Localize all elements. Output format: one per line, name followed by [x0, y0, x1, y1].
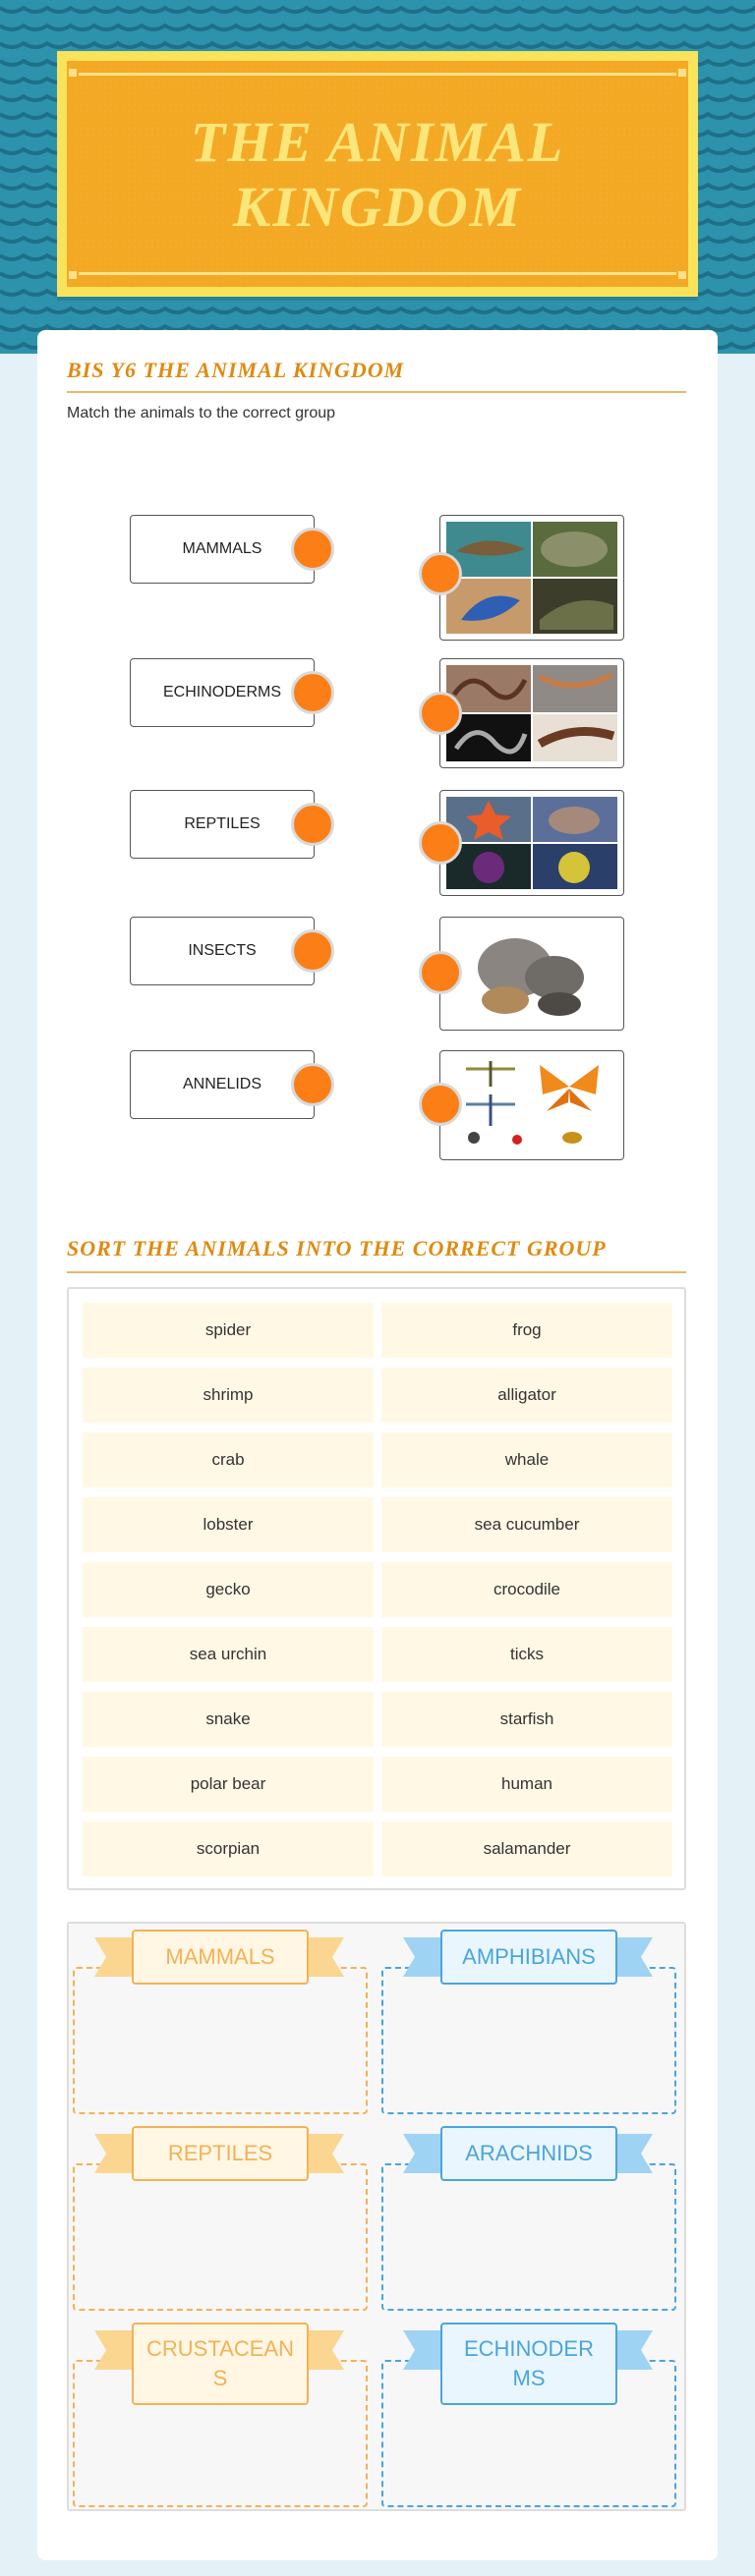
animal-tile[interactable]: spider [83, 1303, 374, 1358]
echinoderms-photo [446, 797, 617, 889]
match-label-insects[interactable]: INSECTS [130, 917, 315, 985]
animal-tile[interactable]: ticks [381, 1627, 672, 1682]
page-title-line-2: KINGDOM [232, 175, 523, 239]
match-image-mammals[interactable] [439, 917, 624, 1031]
annelids-photo [446, 665, 617, 761]
group-ribbon [73, 1930, 368, 1988]
match-dot-right[interactable] [419, 552, 462, 595]
animal-tile[interactable]: human [381, 1757, 672, 1812]
match-label-echinoderms[interactable]: ECHINODERMS [130, 658, 315, 727]
group-ribbon [381, 2126, 676, 2185]
banner-corner [678, 271, 686, 279]
animal-tile[interactable]: shrimp [83, 1368, 374, 1423]
animal-tile[interactable]: sea cucumber [381, 1497, 672, 1552]
match-dot-right[interactable] [419, 692, 462, 735]
sort-section-title: SORT THE ANIMALS INTO THE CORRECT GROUP [67, 1236, 607, 1260]
page-title-line-1: THE ANIMAL [190, 110, 565, 174]
group-label-echinoderms [440, 2323, 617, 2405]
match-image-insects[interactable] [439, 1050, 624, 1160]
group-drop-area [67, 1922, 686, 2511]
match-section-rule [67, 391, 686, 393]
group-label-mammals: MAMMALS [132, 1930, 309, 1985]
banner-corner [678, 69, 686, 77]
match-dot-right[interactable] [419, 951, 462, 994]
animal-tile[interactable]: gecko [83, 1562, 374, 1617]
sort-tiles-box [67, 1287, 686, 1890]
animal-tile[interactable]: salamander [381, 1821, 672, 1876]
match-image-reptiles[interactable] [439, 515, 624, 641]
match-label-annelids[interactable]: ANNELIDS [130, 1050, 315, 1119]
sort-section-rule [67, 1271, 686, 1273]
animal-tile[interactable]: alligator [381, 1368, 672, 1423]
animal-tile[interactable]: frog [381, 1303, 672, 1358]
match-dot-right[interactable] [419, 821, 462, 865]
animal-tile[interactable]: crab [83, 1432, 374, 1487]
match-image-echinoderms[interactable] [439, 790, 624, 896]
group-ribbon [381, 1930, 676, 1988]
match-section-title: BIS Y6 THE ANIMAL KINGDOM [67, 358, 405, 382]
match-instructions: Match the animals to the correct group [67, 405, 336, 421]
insects-photo [446, 1057, 617, 1153]
group-ribbon [73, 2126, 368, 2185]
match-dot-left[interactable] [291, 803, 334, 846]
animal-tile[interactable]: scorpian [83, 1821, 374, 1876]
banner-bottom-line [79, 272, 676, 275]
page-title [67, 110, 688, 240]
group-label-amphibians: AMPHIBIANS [440, 1930, 617, 1985]
animal-tile[interactable]: snake [83, 1692, 374, 1747]
animal-tile[interactable]: sea urchin [83, 1627, 374, 1682]
mammals-photo [446, 924, 617, 1024]
banner-corner [69, 69, 77, 77]
animal-tile[interactable]: crocodile [381, 1562, 672, 1617]
match-label-reptiles[interactable]: REPTILES [130, 790, 315, 859]
banner-top-line [79, 73, 676, 76]
worksheet-card [37, 330, 718, 2560]
match-image-annelids[interactable] [439, 658, 624, 768]
group-label-reptiles: REPTILES [132, 2126, 309, 2181]
ribbon-decorations [69, 1924, 688, 2513]
match-dot-left[interactable] [291, 671, 334, 714]
match-label-mammals[interactable]: MAMMALS [130, 515, 315, 584]
animal-tile[interactable]: starfish [381, 1692, 672, 1747]
banner-corner [69, 271, 77, 279]
group-ribbon [381, 2323, 676, 2405]
animal-tile[interactable]: lobster [83, 1497, 374, 1552]
group-label-line: S [212, 2366, 228, 2390]
match-dot-right[interactable] [419, 1083, 462, 1126]
match-dot-left[interactable] [291, 528, 334, 571]
title-banner-inner [67, 61, 688, 287]
group-label-line: ECHINODER [463, 2336, 594, 2361]
group-label-line: CRUSTACEAN [146, 2336, 294, 2361]
match-dot-left[interactable] [291, 929, 334, 973]
match-dot-left[interactable] [291, 1063, 334, 1106]
animal-tile[interactable]: polar bear [83, 1757, 374, 1812]
title-banner [57, 51, 698, 297]
group-label-arachnids: ARACHNIDS [440, 2126, 617, 2181]
group-label-crustaceans [132, 2323, 309, 2405]
animal-tile[interactable]: whale [381, 1432, 672, 1487]
group-label-line: MS [512, 2366, 546, 2390]
reptiles-photo [446, 522, 617, 634]
group-ribbon [73, 2323, 368, 2405]
